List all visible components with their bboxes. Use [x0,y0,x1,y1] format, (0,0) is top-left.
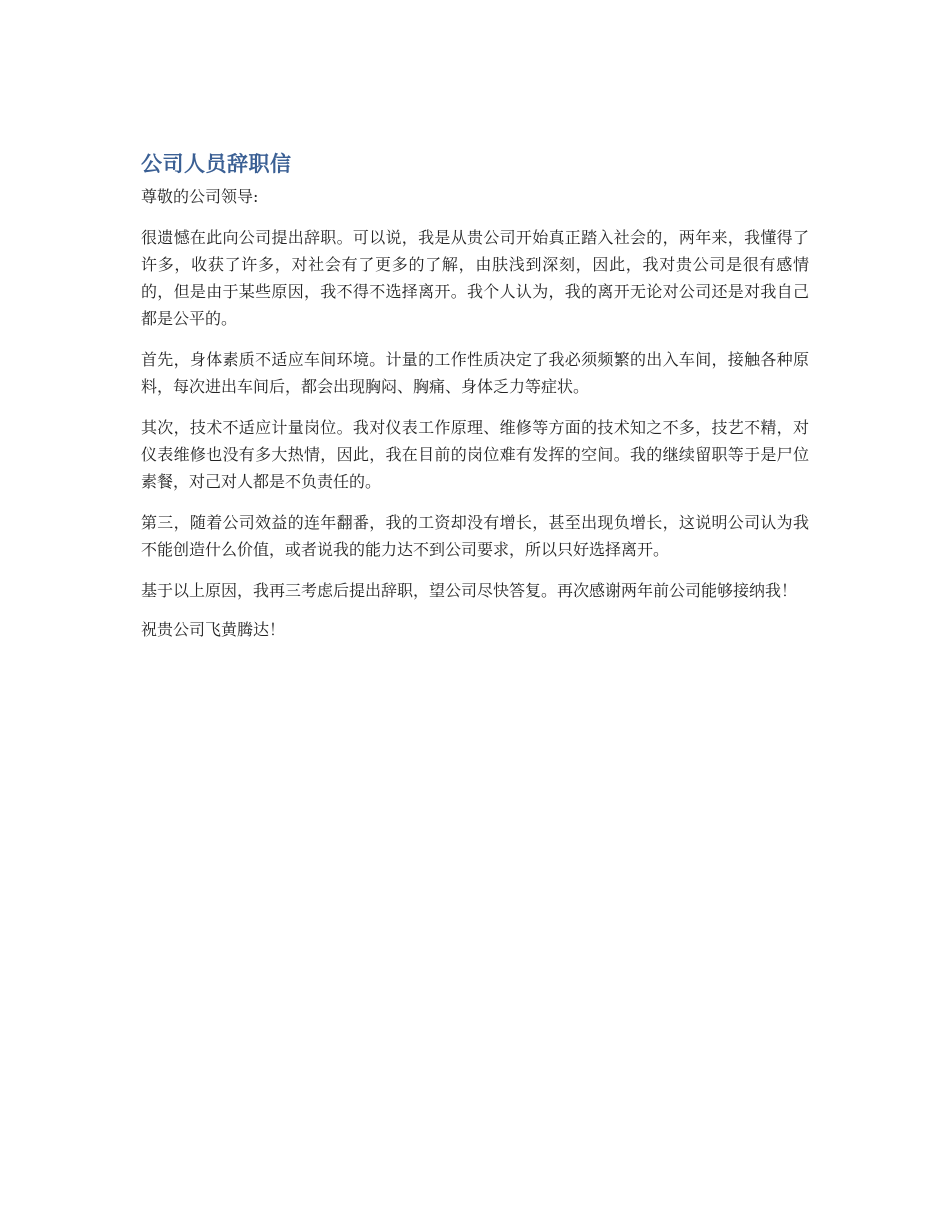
paragraph-reason-skill: 其次，技术不适应计量岗位。我对仪表工作原理、维修等方面的技术知之不多，技艺不精，对仪表维修也没有多大热情，因此，我在目前的岗位难有发挥的空间。我的继续留职等于是尸位素餐，对己对人都是不负责任的。 [141,418,809,491]
paragraph-intro: 很遗憾在此向公司提出辞职。可以说，我是从贵公司开始真正踏入社会的，两年来，我懂得了许多，收获了许多，对社会有了更多的了解，由肤浅到深刻，因此，我对贵公司是很有感情的，但是由于某些原因，我不得不选择离开。我个人认为，我的离开无论对公司还是对我自己都是公平的。 [141,228,809,328]
letter-body [141,150,809,643]
letter-closing: 祝贵公司飞黄腾达！ [141,620,286,639]
paragraph-conclusion: 基于以上原因，我再三考虑后提出辞职，望公司尽快答复。再次感谢两年前公司能够接纳我！ [141,581,798,600]
letter-salutation: 尊敬的公司领导: [141,187,259,206]
letter-title: 公司人员辞职信 [141,152,292,176]
paragraph-reason-health: 首先，身体素质不适应车间环境。计量的工作性质决定了我必须频繁的出入车间，接触各种原料，每次进出车间后，都会出现胸闷、胸痛、身体乏力等症状。 [141,350,809,396]
paragraph-reason-salary: 第三，随着公司效益的连年翻番，我的工资却没有增长，甚至出现负增长，这说明公司认为我不能创造什么价值，或者说我的能力达不到公司要求，所以只好选择离开。 [141,513,809,559]
